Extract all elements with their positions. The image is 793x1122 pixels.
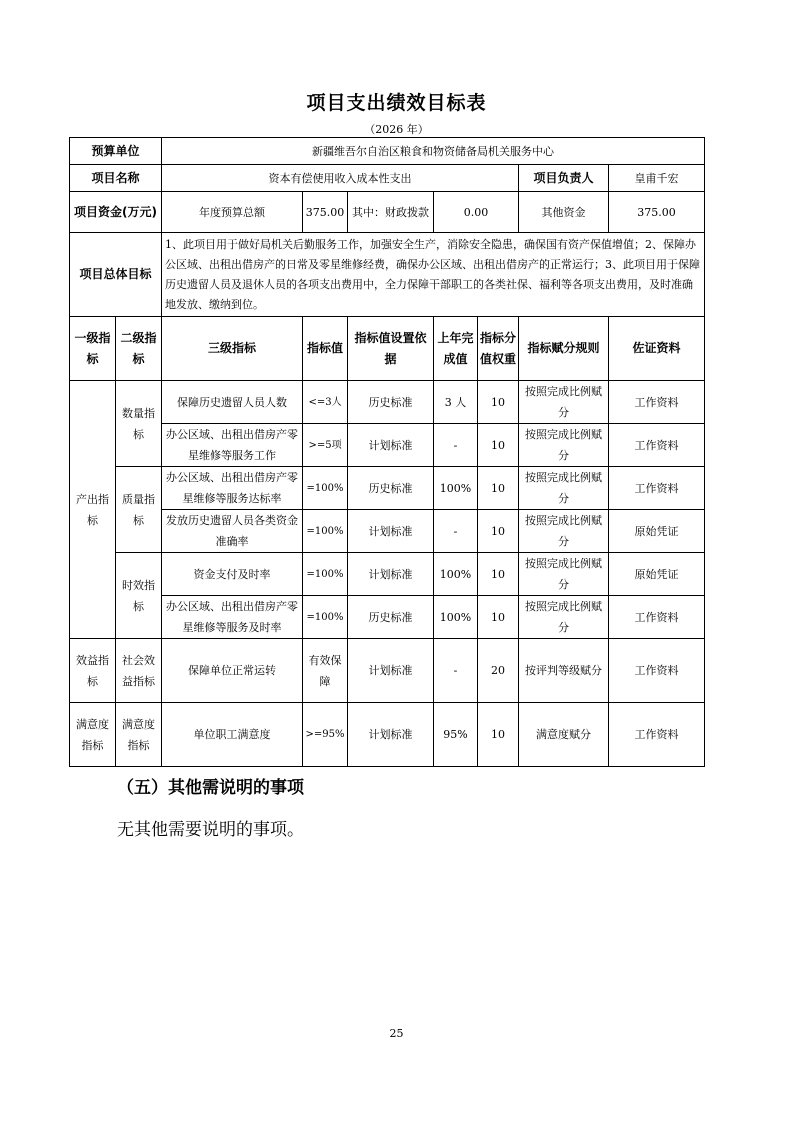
indicator-rule: 满意度赋分 <box>519 703 609 767</box>
indicator-basis: 历史标准 <box>348 381 434 424</box>
header-weight: 指标分值权重 <box>478 317 519 381</box>
indicator-rule: 按照完成比例赋分 <box>519 553 609 596</box>
indicator-evidence: 工作资料 <box>609 381 705 424</box>
project-name-value: 资本有偿使用收入成本性支出 <box>162 165 519 192</box>
indicator-evidence: 原始凭证 <box>609 510 705 553</box>
page-number: 25 <box>389 1027 404 1040</box>
indicator-weight: 10 <box>478 467 519 510</box>
indicator-name: 办公区域、出租出借房产零星维修等服务工作 <box>162 424 303 467</box>
indicator-name: 办公区域、出租出借房产零星维修等服务及时率 <box>162 596 303 639</box>
table-row <box>70 639 705 703</box>
indicator-last-year: 100% <box>434 553 478 596</box>
indicator-basis: 计划标准 <box>348 510 434 553</box>
group-benefit: 效益指标 <box>70 639 116 703</box>
project-name-label: 项目名称 <box>70 165 162 192</box>
indicator-value: =100% <box>303 510 348 553</box>
indicator-weight: 10 <box>478 381 519 424</box>
table-row <box>70 510 705 553</box>
section-body: 无其他需要说明的事项。 <box>117 820 304 840</box>
indicator-name: 办公区域、出租出借房产零星维修等服务达标率 <box>162 467 303 510</box>
indicator-basis: 计划标准 <box>348 639 434 703</box>
group-satisfaction: 满意度指标 <box>70 703 116 767</box>
indicator-name: 资金支付及时率 <box>162 553 303 596</box>
group-satisfaction-sub: 满意度指标 <box>116 703 162 767</box>
indicator-basis: 计划标准 <box>348 424 434 467</box>
indicator-rule: 按评判等级赋分 <box>519 639 609 703</box>
indicator-name: 保障单位正常运转 <box>162 639 303 703</box>
indicator-rule: 按照完成比例赋分 <box>519 596 609 639</box>
project-owner-label: 项目负责人 <box>519 165 609 192</box>
indicator-value: =100% <box>303 553 348 596</box>
indicator-evidence: 工作资料 <box>609 703 705 767</box>
header-level3: 三级指标 <box>162 317 303 381</box>
indicator-value: >=95% <box>303 703 348 767</box>
indicator-weight: 10 <box>478 703 519 767</box>
indicator-value: 有效保障 <box>303 639 348 703</box>
indicator-basis: 计划标准 <box>348 553 434 596</box>
table-row <box>70 424 705 467</box>
budget-unit-label: 预算单位 <box>70 138 162 165</box>
indicator-evidence: 工作资料 <box>609 424 705 467</box>
table-row <box>70 703 705 767</box>
indicator-name: 发放历史遗留人员各类资金准确率 <box>162 510 303 553</box>
header-basis: 指标值设置依据 <box>348 317 434 381</box>
indicator-evidence: 工作资料 <box>609 596 705 639</box>
indicator-last-year: - <box>434 424 478 467</box>
indicator-name: 单位职工满意度 <box>162 703 303 767</box>
indicator-weight: 10 <box>478 596 519 639</box>
section-heading: （五）其他需说明的事项 <box>117 778 304 798</box>
indicator-weight: 10 <box>478 553 519 596</box>
table-row <box>70 381 705 424</box>
budget-unit-value: 新疆维吾尔自治区粮食和物资储备局机关服务中心 <box>162 138 705 165</box>
indicator-basis: 历史标准 <box>348 467 434 510</box>
group-quantity: 数量指标 <box>116 381 162 467</box>
fiscal-appropriation-value: 0.00 <box>434 192 519 233</box>
indicator-basis: 计划标准 <box>348 703 434 767</box>
project-owner-value: 皇甫千宏 <box>609 165 705 192</box>
indicator-evidence: 工作资料 <box>609 467 705 510</box>
group-output: 产出指标 <box>70 381 116 639</box>
table-row <box>70 553 705 596</box>
indicator-last-year: - <box>434 510 478 553</box>
indicator-name: 保障历史遗留人员人数 <box>162 381 303 424</box>
project-funds-label: 项目资金(万元) <box>70 192 162 233</box>
indicator-value: <=3人 <box>303 381 348 424</box>
indicator-weight: 10 <box>478 510 519 553</box>
indicator-evidence: 工作资料 <box>609 639 705 703</box>
indicator-evidence: 原始凭证 <box>609 553 705 596</box>
group-quality: 质量指标 <box>116 467 162 553</box>
indicator-weight: 20 <box>478 639 519 703</box>
indicator-value: =100% <box>303 467 348 510</box>
fiscal-appropriation-label: 其中：财政拨款 <box>348 192 434 233</box>
header-last-year: 上年完成值 <box>434 317 478 381</box>
page-title: 项目支出绩效目标表 <box>306 92 487 114</box>
header-level2: 二级指标 <box>116 317 162 381</box>
annual-budget-value: 375.00 <box>303 192 348 233</box>
header-level1: 一级指标 <box>70 317 116 381</box>
annual-budget-label: 年度预算总额 <box>162 192 303 233</box>
other-funds-label: 其他资金 <box>519 192 609 233</box>
indicator-rule: 按照完成比例赋分 <box>519 381 609 424</box>
indicator-last-year: 100% <box>434 596 478 639</box>
indicator-last-year: 3 人 <box>434 381 478 424</box>
indicator-last-year: - <box>434 639 478 703</box>
header-rule: 指标赋分规则 <box>519 317 609 381</box>
indicator-rule: 按照完成比例赋分 <box>519 424 609 467</box>
overall-goal-label: 项目总体目标 <box>70 233 162 317</box>
indicator-rule: 按照完成比例赋分 <box>519 467 609 510</box>
table-row <box>70 596 705 639</box>
other-funds-value: 375.00 <box>609 192 705 233</box>
header-evidence: 佐证资料 <box>609 317 705 381</box>
table-row <box>70 467 705 510</box>
indicator-value: =100% <box>303 596 348 639</box>
header-value: 指标值 <box>303 317 348 381</box>
indicator-value: >=5项 <box>303 424 348 467</box>
table-year: （2026 年） <box>364 123 429 136</box>
indicator-last-year: 95% <box>434 703 478 767</box>
overall-goal-text: 1、此项目用于做好局机关后勤服务工作，加强安全生产，消除安全隐患，确保国有资产保值增值；2、保障办公区域、出租出借房产的日常及零星维修经费，确保办公区域、出租出借房产的正常运行；3、此项目用于保障历史遗留人员及退休人员的各项支出费用中，全力保障干部职工的各类社保、福利等各项支出费用，及时准确地发放、缴纳到位。 <box>162 233 705 317</box>
indicator-last-year: 100% <box>434 467 478 510</box>
group-timeliness: 时效指标 <box>116 553 162 639</box>
group-social-benefit: 社会效益指标 <box>116 639 162 703</box>
performance-table <box>69 137 705 767</box>
indicator-weight: 10 <box>478 424 519 467</box>
indicator-basis: 历史标准 <box>348 596 434 639</box>
indicator-rule: 按照完成比例赋分 <box>519 510 609 553</box>
